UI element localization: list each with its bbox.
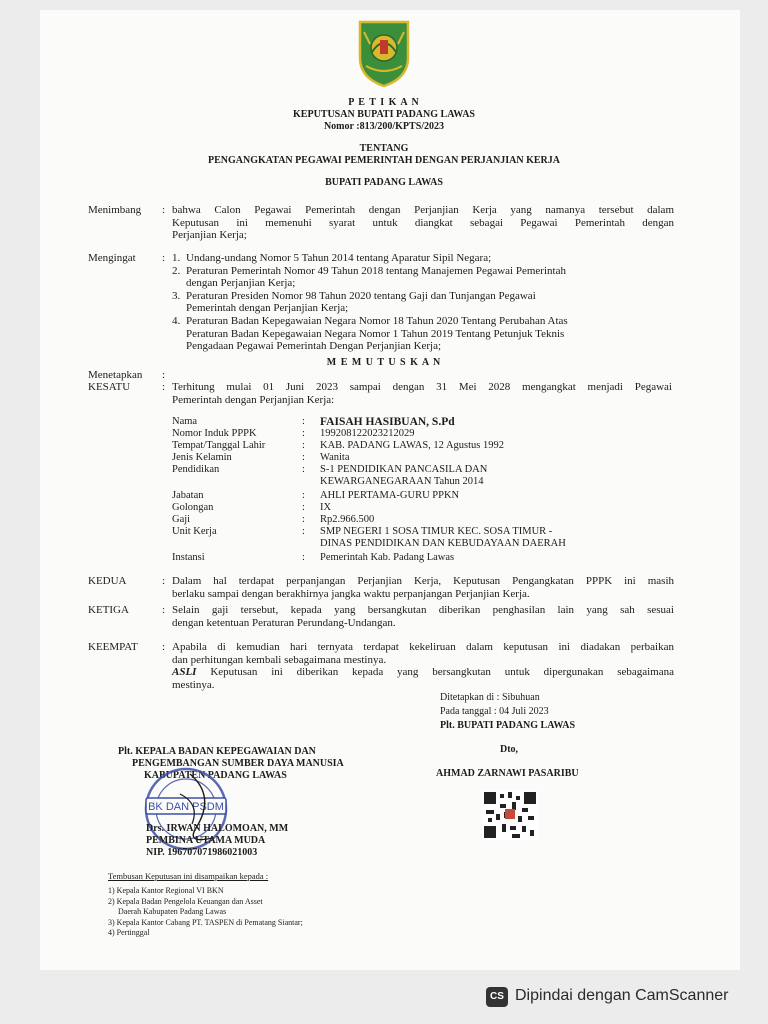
tembusan-item: 1) Kepala Kantor Regional VI BKN [108,886,224,895]
menimbang-line: Keputusan ini memenuhi syarat untuk diangkat sebagai Pegawai Pemerintah dengan [172,216,674,229]
ketiga-text: Selain gaji tersebut, kepada yang bersangkutan diberikan penghasilan lain yang sah sesuai dengan ketentuan Peraturan Perundang-Undangan. [172,604,674,629]
ketiga-label: KETIGA [88,604,129,616]
colon: : [162,604,166,616]
memutuskan-heading: M E M U T U S K A N [326,357,442,368]
keempat-text: Apabila di kemudian hari ternyata terdapat kekeliruan dalam keputusan ini diadakan perbaikan dan perhitungan kembali sebagaimana mestinya. ASLI Keputusan ini diberikan kepada yang bersangkutan untuk dipergunakan sebagaimana mestinya. [172,641,674,691]
colon: : [162,381,166,393]
mengingat-item: 1. Undang-undang Nomor 5 Tahun 2014 tentang Aparatur Sipil Negara; [172,252,492,264]
tembusan-item: 2) Kepala Badan Pengelola Keuangan dan Asset [108,896,263,906]
colon: : [162,641,166,653]
keputusan-heading: KEPUTUSAN BUPATI PADANG LAWAS [293,109,475,120]
bupati-title: Plt. BUPATI PADANG LAWAS [440,720,576,731]
employee-name: FAISAH HASIBUAN, S.Pd [320,416,455,428]
mengingat-item: 3. Peraturan Presiden Nomor 98 Tahun 2020 tentang Gaji dan Tunjangan Pegawai Pemerintah dengan Perjanjian Kerja; [172,289,536,315]
dto-mark: Dto, [500,744,519,755]
camscanner-watermark [472,985,752,1013]
tembusan-item: 4) Pertinggal [108,928,150,937]
kedua-label: KEDUA [88,575,127,587]
padang-lawas-emblem [356,18,412,88]
tentang-heading: TENTANG [359,143,409,154]
menimbang-line: Perjanjian Kerja; [172,229,247,242]
kesatu-text: Terhitung mulai 01 Juni 2023 sampai dengan 31 Mei 2028 mengangkat menjadi Pegawai Pemerintah dengan Perjanjian Kerja: [172,381,672,406]
tembusan-item: Daerah Kabupaten Padang Lawas [118,907,227,916]
kesatu-label: KESATU [88,381,131,393]
menimbang-label: Menimbang [88,204,142,216]
decree-number: Nomor :813/200/KPTS/2023 [323,121,445,132]
kepala-name: Drs. IRWAN HALOMOAN, MM [146,823,289,834]
colon: : [162,369,166,381]
kepala-title-line2: PENGEMBANGAN SUMBER DAYA MANUSIA [132,758,344,769]
keempat-label: KEEMPAT [88,641,138,653]
menimbang-text [172,204,674,242]
mengingat-item: 4. Peraturan Badan Kepegawaian Negara Nomor 18 Tahun 2020 Tentang Perubahan Atas Peraturan Badan Kepegawaian Negara Nomor 1 Tahun 2019 Tentang Petunjuk Teknis Pengadaan Pegawai Pemerintah Dengan Perjanjian Kerja; [172,314,568,353]
ditetapkan-line: Ditetapkan di : Sibuhuan [440,692,540,703]
tanggal-line: Pada tanggal : 04 Juli 2023 [440,706,549,717]
kepala-rank: PEMBINA UTAMA MUDA [146,835,266,846]
kedua-text: Dalam hal terdapat perpanjangan Perjanjian Kerja, Keputusan Pengangkatan PPPK ini masih berlaku sampai dengan berakhirnya jangka waktu perpanjangan Perjanjian Kerja. [172,575,674,600]
tembusan-title: Tembusan Keputusan ini disampaikan kepada : [108,871,269,881]
kepala-nip: NIP. 196707071986021003 [146,847,258,858]
mengingat-label: Mengingat [88,252,136,264]
qr-code [482,790,538,840]
petikan-heading: P E T I K A N [348,97,420,108]
mengingat-item: 2. Peraturan Pemerintah Nomor 49 Tahun 2018 tentang Manajemen Pegawai Pemerintah dengan Perjanjian Kerja; [172,264,566,290]
mengingat-list [172,252,674,353]
kepala-title-line3: KABUPATEN PADANG LAWAS [144,770,287,781]
tembusan-item: 3) Kepala Kantor Cabang PT. TASPEN di Pematang Siantar; [108,917,303,927]
camscanner-text: Dipindai dengan CamScanner [515,987,729,1004]
camscanner-logo-icon: CS [486,987,508,1007]
colon: : [162,252,166,264]
colon: : [162,204,166,216]
menetapkan-label: Menetapkan [88,369,143,381]
tembusan-list [108,886,303,939]
kepala-title-line1: Plt. KEPALA BADAN KEPEGAWAIAN DAN [118,746,316,757]
stamp-text: BK DAN PSDM [148,801,224,813]
bupati-heading: BUPATI PADANG LAWAS [325,177,443,188]
menimbang-line: bahwa Calon Pegawai Pemerintah dengan Perjanjian Kerja yang namanya tersebut dalam [172,204,674,216]
bupati-name: AHMAD ZARNAWI PASARIBU [436,768,579,779]
colon: : [162,575,166,587]
decree-subject: PENGANGKATAN PEGAWAI PEMERINTAH DENGAN PERJANJIAN KERJA [208,155,560,166]
